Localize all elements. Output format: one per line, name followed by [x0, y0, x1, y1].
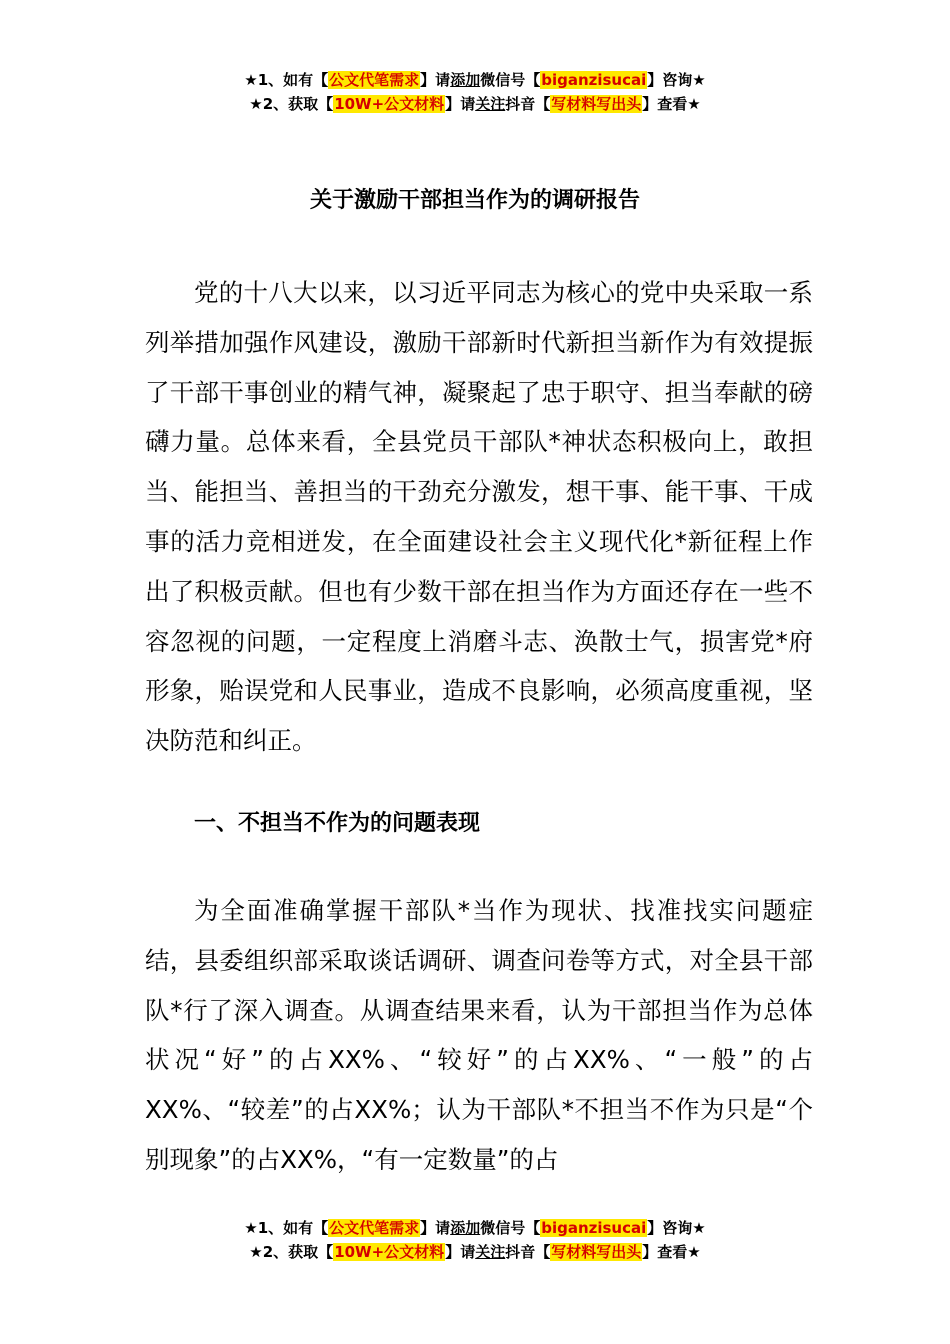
promo-highlight: 10W+公文材料: [334, 1243, 445, 1261]
promo-text: 抖音【: [505, 95, 551, 113]
promo-text: ★1、如有【: [244, 1219, 329, 1237]
promo-banner-top: [0, 68, 950, 116]
promo-line-1: [0, 68, 950, 92]
promo-text: 微信号【: [480, 1219, 541, 1237]
promo-text: 】查看★: [642, 1243, 701, 1261]
promo-underline: 添加: [450, 71, 481, 89]
promo-text: 】请: [445, 1243, 476, 1261]
promo-wechat-id: biganzisucai: [541, 71, 647, 89]
promo-text: 抖音【: [505, 1243, 551, 1261]
document-title: 关于激励干部担当作为的调研报告: [309, 188, 640, 213]
promo-text: 】查看★: [642, 95, 701, 113]
promo-text: 】咨询★: [647, 71, 706, 89]
promo-text: 】咨询★: [647, 1219, 706, 1237]
promo-underline: 关注: [475, 95, 506, 113]
promo-text: ★2、获取【: [249, 1243, 334, 1261]
promo-underline: 关注: [475, 1243, 506, 1261]
promo-wechat-id: biganzisucai: [541, 1219, 647, 1237]
promo-line-2: [0, 1240, 950, 1264]
promo-text: ★1、如有【: [244, 71, 329, 89]
promo-highlight: 公文代笔需求: [329, 71, 420, 89]
promo-douyin-id: 写材料写出头: [551, 1243, 642, 1261]
promo-douyin-id: 写材料写出头: [551, 95, 642, 113]
promo-text: 】请: [445, 95, 476, 113]
body-paragraph-2: 为全面准确掌握干部队*当作为现状、找准找实问题症结，县委组织部采取谈话调研、调查问卷等方式，对全县干部队*行了深入调查。从调查结果来看，认为干部担当作为总体状况“好”的占XX%、“较好”的占XX%、“一般”的占XX%、“较差”的占XX%；认为干部队*不担当不作为只是“个别现象”的占XX%，“有一定数量”的占: [145, 896, 813, 1174]
promo-text: 】请: [420, 1219, 451, 1237]
promo-line-2: [0, 92, 950, 116]
body-paragraph-1: 党的十八大以来，以习近平同志为核心的党中央采取一系列举措加强作风建设，激励干部新时代新担当新作为有效提振了干部干事创业的精气神，凝聚起了忠于职守、担当奉献的磅礴力量。总体来看，全县党员干部队*神状态积极向上，敢担当、能担当、善担当的干劲充分激发，想干事、能干事、干成事的活力竞相迸发，在全面建设社会主义现代化*新征程上作出了积极贡献。但也有少数干部在担当作为方面还存在一些不容忽视的问题，一定程度上消磨斗志、涣散士气，损害党*府形象，贻误党和人民事业，造成不良影响，必须高度重视，坚决防范和纠正。: [145, 278, 813, 756]
promo-underline: 添加: [450, 1219, 481, 1237]
promo-text: 微信号【: [480, 71, 541, 89]
section-heading-1: 一、不担当不作为的问题表现: [194, 811, 481, 836]
promo-highlight: 10W+公文材料: [334, 95, 445, 113]
promo-text: ★2、获取【: [249, 95, 334, 113]
promo-text: 】请: [420, 71, 451, 89]
promo-line-1: [0, 1216, 950, 1240]
promo-highlight: 公文代笔需求: [329, 1219, 420, 1237]
promo-banner-bottom: [0, 1216, 950, 1264]
